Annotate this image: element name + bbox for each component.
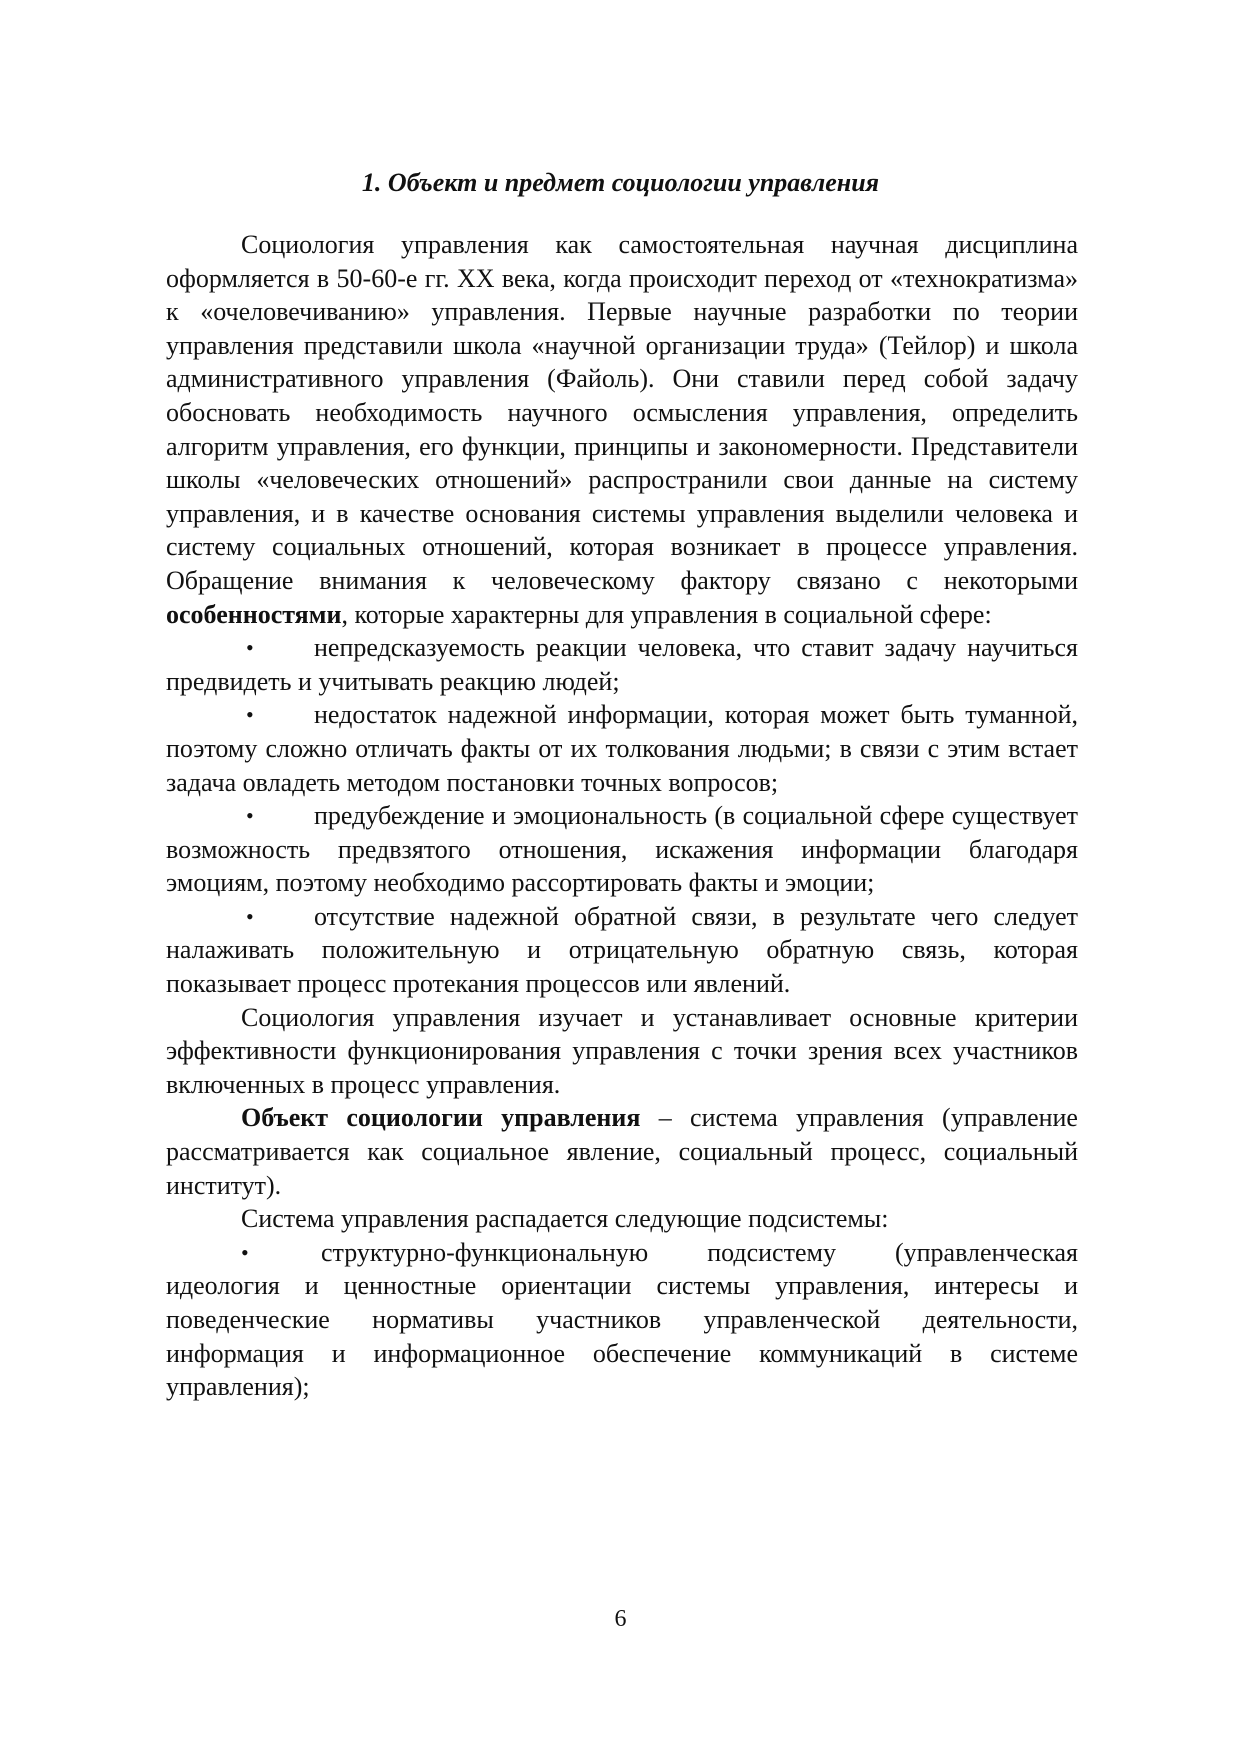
bullet-icon: • [246,635,254,661]
subsystems-intro: Система управления распадается следующие подсистемы: [241,1204,889,1234]
intro-bold-term: особенностями [166,599,342,629]
object-text: – система управления (управление рассматривается как социальное явление, социальный процесс, социальный институт). [166,1103,1078,1200]
feature-text: непредсказуемость реакции человека, что ставит задачу научиться предвидеть и учитывать реакцию людей; [166,633,1078,696]
feature-text: недостаток надежной информации, которая может быть туманной, поэтому сложно отличать факты от их толкования людьми; в связи с этим встает задача овладеть методом постановки точных вопросов; [166,700,1078,797]
bullet-icon: • [241,1239,249,1265]
feature-item [166,698,1078,799]
subsystem-item [166,1236,1078,1404]
bullet-icon: • [246,803,254,829]
intro-paragraph [166,228,1078,631]
feature-item [166,900,1078,1001]
feature-text: отсутствие надежной обратной связи, в результате чего следует налаживать положительную и отрицательную обратную связь, которая показывает процесс протекания процессов или явлений. [166,901,1078,999]
feature-text: предубеждение и эмоциональность (в социальной сфере существует возможность предвзятого отношения, искажения информации благодаря эмоциям, поэтому необходимо рассортировать факты и эмоции; [166,801,1078,898]
criteria-paragraph: Социология управления изучает и устанавливает основные критерии эффективности функционирования управления с точки зрения всех участников включенных в процесс управления. [166,1002,1078,1099]
feature-item [166,799,1078,900]
feature-item [166,631,1078,698]
intro-text-after-bold: , которые характерны для управления в социальной сфере: [341,599,992,629]
bullet-icon: • [246,903,254,929]
section-title: 1. Объект и предмет социологии управления [361,168,880,197]
object-bold-term: Объект социологии управления [241,1103,641,1133]
intro-text-before-bold: Социология управления как самостоятельная научная дисциплина оформляется в 50-60-е гг. XX века, когда происходит переход от «технократизма» к «очеловечиванию» управления. Первые научные разработки по теории управления представили школа «научной организации труда» (Тейлор) и школа административного управления (Файоль). Они ставили перед собой задачу обосновать необходимость научного осмысления управления, определить алгоритм управления, его функции, принципы и закономерности. Представители школы «человеческих отношений» распространили свои данные на систему управления, и в качестве основания системы управления выделили человека и систему социальных отношений, которая возникает в процессе управления. Обращение внимания к человеческому фактору связано с некоторыми [166,230,1078,595]
bullet-icon: • [246,702,254,728]
body-text [166,228,1078,1404]
page-number: 6 [614,1606,627,1632]
subsystem-text: структурно-функциональную подсистему (управленческая идеология и ценностные ориентации системы управления, интересы и поведенческие нормативы участников управленческой деятельности, информация и информационное обеспечение коммуникаций в системе управления); [166,1237,1078,1402]
object-paragraph [166,1101,1078,1202]
